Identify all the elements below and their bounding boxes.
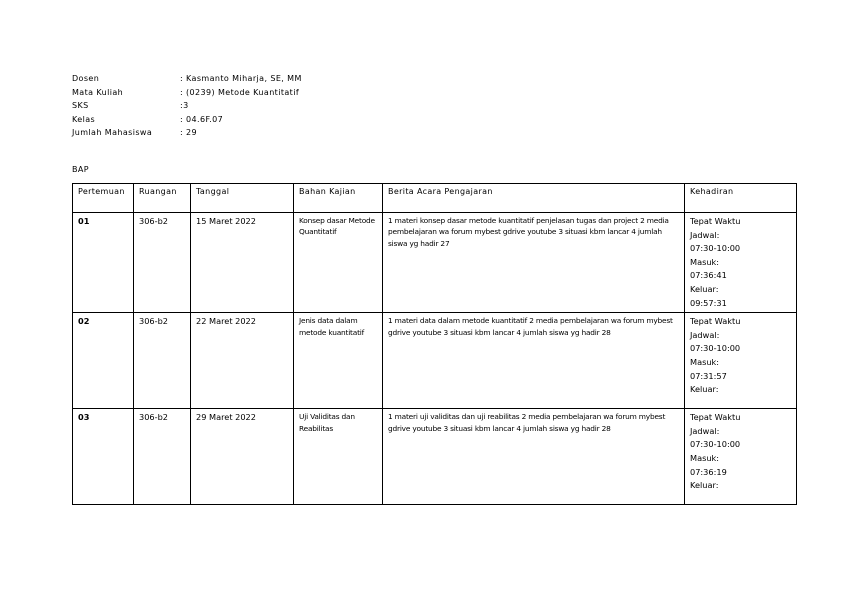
attendance-in-label: Masuk: bbox=[690, 452, 720, 463]
info-label: Dosen bbox=[72, 74, 100, 83]
attendance-out-label: Keluar: bbox=[690, 480, 719, 491]
attendance-schedule-label: Jadwal: bbox=[690, 425, 720, 436]
meeting-number: 01 bbox=[73, 213, 134, 313]
topic: Uji Validitas dan Reabilitas bbox=[294, 409, 383, 505]
attendance bbox=[685, 213, 797, 313]
info-label: SKS bbox=[72, 101, 89, 110]
attendance-in-value: 07:36:19 bbox=[690, 466, 727, 477]
date: 29 Maret 2022 bbox=[191, 409, 294, 505]
room: 306-b2 bbox=[134, 313, 191, 409]
info-value: : Kasmanto Miharja, SE, MM bbox=[180, 74, 302, 83]
room: 306-b2 bbox=[134, 213, 191, 313]
table-row bbox=[73, 313, 797, 409]
header-ruangan: Ruangan bbox=[134, 184, 191, 213]
date: 15 Maret 2022 bbox=[191, 213, 294, 313]
info-value: : 29 bbox=[180, 128, 198, 137]
table-row bbox=[73, 409, 797, 505]
teaching-report: 1 materi uji validitas dan uji reabilitas 2 media pembelajaran wa forum mybest gdrive youtube 3 situasi kbm lancar 4 jumlah siswa yg hadir 28 bbox=[383, 409, 685, 505]
attendance-out-value: 09:57:31 bbox=[690, 297, 727, 308]
teaching-report: 1 materi data dalam metode kuantitatif 2 media pembelajaran wa forum mybest gdrive youtube 3 situasi kbm lancar 4 jumlah siswa yg hadir 28 bbox=[383, 313, 685, 409]
info-label: Mata Kuliah bbox=[72, 87, 124, 97]
room: 306-b2 bbox=[134, 409, 191, 505]
info-value: : 04.6F.07 bbox=[180, 114, 224, 124]
info-label: Jumlah Mahasiswa bbox=[72, 128, 153, 137]
info-value: :3 bbox=[180, 101, 189, 110]
info-label: Kelas bbox=[72, 114, 96, 124]
attendance-out-label: Keluar: bbox=[690, 283, 719, 294]
attendance bbox=[685, 313, 797, 409]
header-tanggal: Tanggal bbox=[191, 184, 294, 213]
section-title: BAP bbox=[72, 165, 89, 174]
header-berita-acara: Berita Acara Pengajaran bbox=[383, 184, 685, 213]
teaching-report: 1 materi konsep dasar metode kuantitatif penjelasan tugas dan project 2 media pembelajaran wa forum mybest gdrive youtube 3 situasi kbm lancar 4 jumlah siswa yg hadir 27 bbox=[383, 213, 685, 313]
attendance-in-label: Masuk: bbox=[690, 356, 720, 367]
date: 22 Maret 2022 bbox=[191, 313, 294, 409]
attendance-schedule-label: Jadwal: bbox=[690, 229, 720, 240]
header-pertemuan: Pertemuan bbox=[73, 184, 134, 213]
meeting-number: 03 bbox=[73, 409, 134, 505]
header-kehadiran: Kehadiran bbox=[685, 184, 797, 213]
attendance-schedule-label: Jadwal: bbox=[690, 329, 720, 340]
table-row bbox=[73, 213, 797, 313]
attendance-status: Tepat Waktu bbox=[690, 216, 741, 226]
attendance-out-label: Keluar: bbox=[690, 384, 719, 395]
bap-table bbox=[72, 183, 797, 505]
meeting-number: 02 bbox=[73, 313, 134, 409]
attendance-in-value: 07:31:57 bbox=[690, 370, 727, 381]
attendance bbox=[685, 409, 797, 505]
topic: Konsep dasar Metode Quantitatif bbox=[294, 213, 383, 313]
attendance-schedule-value: 07:30-10:00 bbox=[690, 243, 741, 254]
info-value: : (0239) Metode Kuantitatif bbox=[180, 87, 300, 97]
attendance-in-value: 07:36:41 bbox=[690, 270, 727, 281]
attendance-schedule-value: 07:30-10:00 bbox=[690, 439, 741, 450]
topic: Jenis data dalam metode kuantitatif bbox=[294, 313, 383, 409]
attendance-schedule-value: 07:30-10:00 bbox=[690, 343, 741, 354]
header-bahan-kajian: Bahan Kajian bbox=[294, 184, 383, 213]
attendance-status: Tepat Waktu bbox=[690, 316, 741, 327]
attendance-in-label: Masuk: bbox=[690, 256, 720, 267]
attendance-status: Tepat Waktu bbox=[690, 412, 741, 423]
table-header-row bbox=[73, 184, 797, 213]
